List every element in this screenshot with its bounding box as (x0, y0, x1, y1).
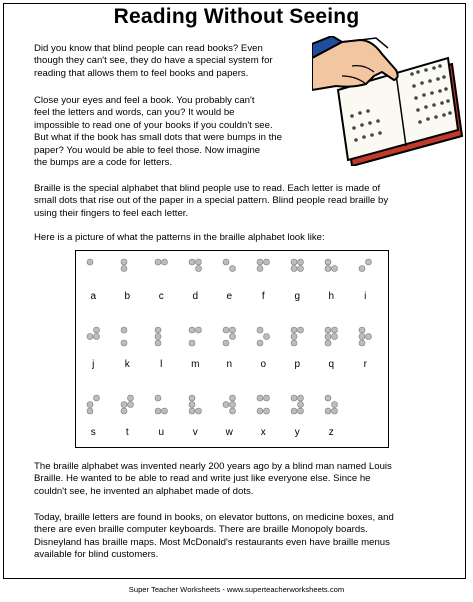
braille-dot (189, 340, 195, 346)
braille-letter-label: w (225, 427, 233, 438)
paragraph-line: though they can't see, they do have a special system for (34, 55, 273, 67)
braille-letter-label: p (294, 359, 301, 370)
paragraph-line: feel the letters and words, can you? It would be (34, 107, 235, 119)
braille-dot (87, 259, 93, 265)
braille-letter-label: g (294, 291, 301, 302)
braille-dot (264, 259, 270, 265)
paragraph-5 (10, 461, 462, 498)
braille-dot (298, 408, 304, 414)
braille-dot (325, 259, 331, 265)
paragraph-1 (10, 43, 310, 80)
braille-cell-d (189, 259, 202, 302)
braille-letter-label: h (328, 291, 335, 302)
braille-dot (223, 327, 229, 333)
braille-dot (325, 327, 331, 333)
braille-letter-label: q (328, 359, 335, 370)
braille-dot (94, 327, 100, 333)
braille-cell-s (87, 395, 100, 438)
braille-dot (366, 259, 372, 265)
braille-letter-label: f (261, 291, 265, 302)
braille-dot (223, 340, 229, 346)
braille-dot (87, 334, 93, 340)
braille-dot (94, 395, 100, 401)
braille-dot (291, 259, 297, 265)
braille-cell-m (189, 327, 202, 370)
braille-dot (230, 402, 236, 408)
braille-letter-label: m (191, 359, 200, 370)
braille-dot (332, 334, 338, 340)
paragraph-line: Today, braille letters are found in books, on elevator buttons, on medicine boxes, and (34, 512, 394, 523)
braille-dot (155, 327, 161, 333)
braille-dot (196, 266, 202, 272)
braille-dot (230, 334, 236, 340)
paragraph-line: the bumps are a code for letters. (34, 157, 173, 169)
braille-letter-label: t (125, 427, 129, 438)
braille-dot (359, 340, 365, 346)
paragraph-6 (10, 512, 462, 562)
braille-dot (155, 334, 161, 340)
braille-dot (196, 327, 202, 333)
braille-letter-label: i (364, 291, 367, 302)
braille-cell-u (155, 395, 168, 438)
braille-dot (332, 408, 338, 414)
braille-dot (155, 408, 161, 414)
braille-dot (332, 266, 338, 272)
paragraph-line: available for blind customers. (34, 549, 159, 561)
braille-dot (291, 340, 297, 346)
braille-dot (298, 327, 304, 333)
braille-dot (128, 402, 134, 408)
paragraph-line: Braille is the special alphabet that blind people use to read. Each letter is made of (34, 183, 381, 194)
braille-dot (230, 408, 236, 414)
braille-letter-label: a (90, 291, 97, 302)
braille-dot (162, 259, 168, 265)
hand-reading-braille-illustration (312, 36, 466, 166)
braille-dot (257, 266, 263, 272)
braille-dot (325, 334, 331, 340)
braille-dot (359, 327, 365, 333)
braille-dot (325, 408, 331, 414)
page-title: Reading Without Seeing (113, 5, 360, 28)
braille-dot (128, 395, 134, 401)
braille-letter-label: d (192, 291, 199, 302)
braille-cell-k (121, 327, 131, 370)
braille-dot (155, 395, 161, 401)
paragraph-3 (10, 183, 462, 220)
braille-dot (121, 408, 127, 414)
braille-cell-f (257, 259, 270, 302)
braille-dot (189, 402, 195, 408)
braille-letter-label: k (124, 359, 130, 370)
paragraph-line: impossible to read one of your books if you couldn't see. (34, 119, 273, 131)
paragraph-line: couldn't see, he invented an alphabet made of dots. (34, 485, 254, 497)
braille-cell-w (223, 395, 236, 438)
braille-dot (121, 402, 127, 408)
paragraph-line: paper? You would be able to feel those. Now imagine (34, 144, 261, 156)
paragraph-line: Braille. He wanted to be able to read and write just like everyone else. Since he (34, 473, 371, 485)
paragraph-line: Disneyland has braille maps. Most McDonald's restaurants even have braille menus (34, 536, 390, 548)
braille-dot (291, 327, 297, 333)
braille-cell-a (87, 259, 96, 302)
braille-cell-p (291, 327, 304, 370)
braille-dot (359, 266, 365, 272)
braille-dot (189, 395, 195, 401)
braille-alphabet-chart (75, 250, 389, 448)
braille-dot (257, 340, 263, 346)
braille-dot (291, 395, 297, 401)
braille-letter-label: e (226, 291, 233, 302)
braille-dot (189, 259, 195, 265)
braille-dot (94, 334, 100, 340)
braille-cell-t (121, 395, 134, 438)
braille-dot (196, 408, 202, 414)
braille-dot (332, 327, 338, 333)
braille-dot (121, 259, 127, 265)
braille-cell-o (257, 327, 270, 370)
braille-letter-label: c (158, 291, 164, 302)
braille-dot (189, 408, 195, 414)
braille-dot (155, 340, 161, 346)
braille-cell-h (325, 259, 338, 302)
braille-cell-z (325, 395, 338, 438)
braille-dot (291, 408, 297, 414)
braille-dot (87, 408, 93, 414)
braille-letter-label: v (192, 427, 198, 438)
braille-dot (155, 259, 161, 265)
paragraph-line: there are even braille computer keyboards. There are braille Monopoly boards. (34, 524, 368, 536)
paragraph-line: Close your eyes and feel a book. You probably can't (34, 95, 255, 106)
braille-letter-label: u (158, 427, 165, 438)
braille-dot (230, 395, 236, 401)
paragraph-line: using their fingers to feel each letter. (34, 207, 189, 219)
braille-dot (298, 395, 304, 401)
braille-letter-label: s (90, 427, 96, 438)
braille-letter-label: y (294, 427, 300, 438)
braille-dot (121, 327, 127, 333)
braille-letter-label: b (124, 291, 131, 302)
braille-dot (325, 266, 331, 272)
braille-cell-v (189, 395, 202, 438)
braille-letter-label: n (226, 359, 233, 370)
braille-letter-label: z (328, 427, 334, 438)
braille-letter-label: o (260, 359, 267, 370)
paragraph-line: The braille alphabet was invented nearly 200 years ago by a blind man named Louis (34, 461, 392, 472)
braille-dot (257, 259, 263, 265)
paragraph-line: Here is a picture of what the patterns in the braille alphabet look like: (34, 232, 325, 243)
braille-dot (257, 395, 263, 401)
braille-dot (366, 334, 372, 340)
braille-dot (298, 259, 304, 265)
braille-cell-i (359, 259, 372, 302)
braille-cell-g (291, 259, 304, 302)
braille-dot (162, 408, 168, 414)
braille-cell-r (359, 327, 372, 370)
braille-dot (230, 327, 236, 333)
braille-dot (87, 402, 93, 408)
braille-alphabet-svg (76, 251, 390, 449)
braille-dot (257, 327, 263, 333)
braille-dot (325, 395, 331, 401)
braille-dot (223, 402, 229, 408)
braille-cell-y (291, 395, 304, 438)
braille-letter-label: l (160, 359, 163, 370)
braille-dot (359, 334, 365, 340)
braille-letter-label: x (260, 427, 266, 438)
braille-dot (298, 402, 304, 408)
braille-dot (264, 408, 270, 414)
footer-credit: Super Teacher Worksheets - www.superteacherworksheets.com (128, 585, 345, 594)
braille-cell-q (325, 327, 338, 370)
paragraph-line: But what if the book has small dots that were bumps in the (34, 132, 282, 144)
braille-dot (257, 408, 263, 414)
braille-cell-n (223, 327, 236, 370)
braille-dot (325, 340, 331, 346)
braille-dot (291, 266, 297, 272)
braille-cell-e (223, 259, 236, 302)
braille-dot (291, 334, 297, 340)
braille-dot (264, 334, 270, 340)
braille-cell-j (87, 327, 100, 370)
braille-dot (121, 340, 127, 346)
braille-letter-label: r (363, 359, 367, 370)
braille-dot (223, 259, 229, 265)
braille-cell-c (155, 259, 168, 302)
paragraph-line: small dots that rise out of the paper in a special pattern. Blind people read braille by (34, 195, 389, 207)
braille-dot (196, 259, 202, 265)
braille-cell-x (257, 395, 270, 438)
braille-dot (332, 402, 338, 408)
braille-cell-b (121, 259, 130, 302)
braille-cell-l (155, 327, 162, 370)
braille-dot (264, 395, 270, 401)
braille-letter-label: j (92, 359, 95, 370)
paragraph-4 (10, 232, 462, 244)
braille-dot (121, 266, 127, 272)
braille-dot (298, 266, 304, 272)
paragraph-2 (10, 95, 310, 169)
braille-dot (189, 327, 195, 333)
paragraph-line: Did you know that blind people can read books? Even (34, 43, 263, 54)
paragraph-line: reading that allows them to feel books and papers. (34, 67, 249, 79)
braille-dot (230, 266, 236, 272)
